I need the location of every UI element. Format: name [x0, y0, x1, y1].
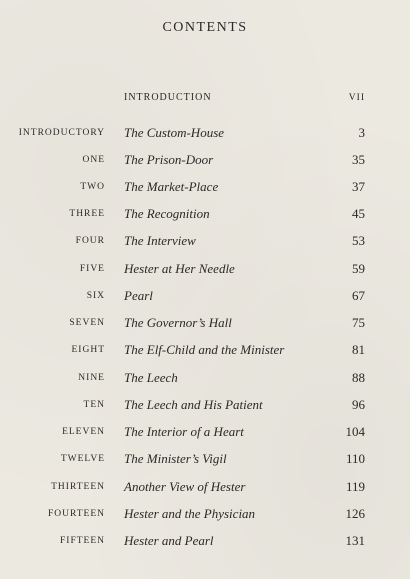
toc-entry: [0, 288, 410, 308]
toc-entry: [0, 179, 410, 199]
toc-entry-page: 53: [352, 233, 365, 248]
toc-entry-label: ONE: [82, 155, 105, 165]
toc-entry-label: TEN: [83, 400, 105, 410]
toc-entry: [0, 424, 410, 444]
toc-entry: [0, 451, 410, 471]
toc-entry-title: The Market-Place: [124, 179, 219, 194]
toc-entry-title: The Governor’s Hall: [124, 315, 232, 330]
toc-entry-title: INTRODUCTION: [124, 92, 212, 103]
toc-entry-label: EIGHT: [71, 345, 105, 355]
toc-entry-title: The Leech: [124, 370, 178, 385]
toc-entry-page: 96: [352, 397, 365, 412]
toc-entry-label: ELEVEN: [62, 427, 105, 437]
toc-entry-page: 81: [352, 342, 365, 357]
page-title: CONTENTS: [162, 20, 248, 35]
toc-entry-label: FOUR: [75, 236, 105, 246]
toc-entry-page: 35: [352, 152, 365, 167]
toc-entry-title: The Minister’s Vigil: [124, 451, 227, 466]
toc-entry: [0, 233, 410, 253]
toc-entry-page: 59: [352, 261, 365, 276]
toc-entry-title: Another View of Hester: [124, 479, 246, 494]
toc-entry: [0, 342, 410, 362]
toc-entry: [0, 397, 410, 417]
toc-entry-label: FIVE: [79, 264, 105, 274]
toc-entry-page: 45: [352, 206, 365, 221]
toc-entry-page: 131: [345, 533, 365, 548]
toc-entry-title: The Leech and His Patient: [124, 397, 263, 412]
toc-entry-title: The Elf-Child and the Minister: [124, 342, 285, 357]
toc-entry-title: The Interior of a Heart: [124, 424, 244, 439]
toc-entry-title: Hester and Pearl: [124, 533, 214, 548]
toc-entry: [0, 261, 410, 281]
toc-entry-page: 119: [345, 479, 365, 494]
toc-entry-label: INTRODUCTORY: [18, 128, 105, 138]
toc-entry-label: NINE: [78, 373, 105, 383]
toc-entry-label: FOURTEEN: [47, 509, 105, 519]
toc-entry: [0, 479, 410, 499]
toc-entry-label: SEVEN: [69, 318, 105, 328]
toc-entry-title: The Custom-House: [124, 125, 225, 140]
toc-entry-title: Hester and the Physician: [124, 506, 256, 521]
toc-entry-label: TWELVE: [60, 454, 105, 464]
toc-entry-page: 3: [358, 125, 365, 140]
toc-entry: [0, 506, 410, 526]
toc-entry-title: Hester at Her Needle: [124, 261, 235, 276]
toc-entry-page: 37: [352, 179, 365, 194]
toc-entry: [0, 125, 410, 145]
toc-entry-page: 88: [352, 370, 365, 385]
toc-entry-title: The Interview: [124, 233, 196, 248]
toc-entry-page: 67: [352, 288, 365, 303]
toc-entry: [0, 152, 410, 172]
toc-entry-title: The Recognition: [124, 206, 210, 221]
toc-entry-label: SIX: [86, 291, 105, 301]
toc-entry-title: Pearl: [124, 288, 153, 303]
toc-entry-title: The Prison-Door: [124, 152, 214, 167]
toc-entry-label: TWO: [80, 182, 105, 192]
toc-entry-introduction: [0, 90, 410, 110]
toc-entry-label: THREE: [69, 209, 105, 219]
toc-entry-label: THIRTEEN: [51, 482, 105, 492]
toc-entry-page: 110: [345, 451, 365, 466]
toc-entry-page: VII: [348, 93, 365, 103]
toc-entry: [0, 315, 410, 335]
toc-entry-page: 104: [345, 424, 365, 439]
toc-entry: [0, 370, 410, 390]
toc-entry: [0, 206, 410, 226]
toc-entry-label: FIFTEEN: [60, 536, 105, 546]
toc-entry-page: 75: [352, 315, 365, 330]
toc-entry-page: 126: [345, 506, 365, 521]
toc-entry: [0, 533, 410, 553]
